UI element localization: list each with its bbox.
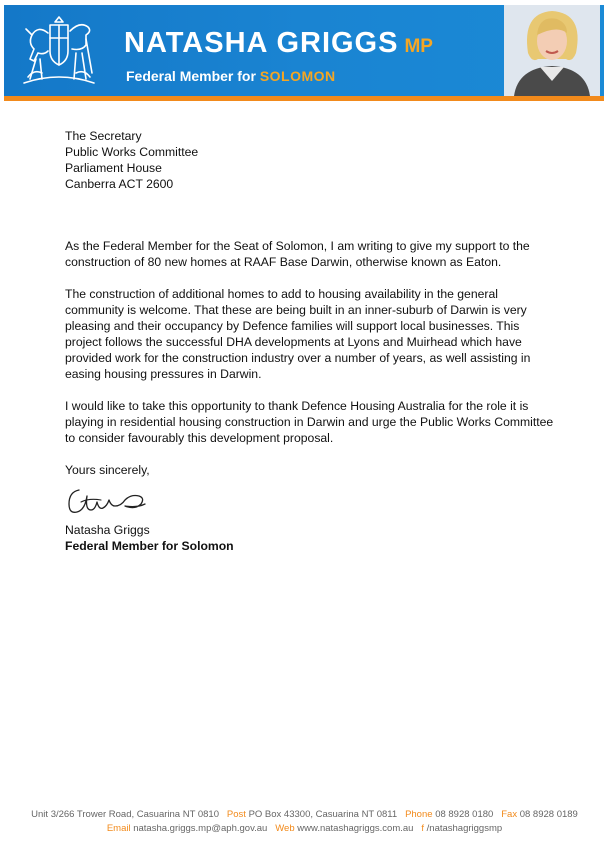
email-label: Email [106, 823, 131, 834]
mp-suffix: MP [404, 36, 433, 57]
banner-accent-stripe [4, 96, 604, 101]
footer-line-2 [0, 822, 609, 836]
mp-portrait-photo [504, 5, 600, 96]
facebook-handle[interactable]: /natashagriggsmp [426, 823, 503, 834]
phone-number: 08 8928 0180 [435, 809, 494, 820]
mp-name: NATASHA GRIGGS MP [124, 27, 433, 59]
closing-salutation: Yours sincerely, [65, 463, 150, 477]
phone-label: Phone [405, 809, 433, 820]
post-address: PO Box 43300, Casuarina NT 0811 [248, 809, 398, 820]
footer-line-1 [0, 808, 609, 822]
mp-role [126, 68, 336, 84]
web-label: Web [275, 823, 295, 834]
fax-number: 08 8928 0189 [519, 809, 578, 820]
coat-of-arms-icon [14, 13, 104, 93]
letterhead-banner [4, 5, 604, 101]
recipient-line: The Secretary [65, 129, 142, 143]
facebook-icon: f [421, 823, 424, 834]
paragraph: I would like to take this opportunity to thank Defence Housing Australia for the role it is playing in residential housing construction in Darwin and urge the Public Works Committee to consider favourably this development proposal. [65, 399, 554, 445]
website-link[interactable]: www.natashagriggs.com.au [297, 823, 414, 834]
recipient-line: Public Works Committee [65, 145, 199, 159]
role-prefix: Federal Member for [126, 68, 256, 84]
recipient-line: Parliament House [65, 161, 162, 175]
electorate: SOLOMON [259, 68, 336, 84]
letter-body [65, 128, 555, 554]
signer-name: Natasha Griggs [65, 523, 150, 537]
handwritten-signature [65, 482, 165, 518]
office-address: Unit 3/266 Trower Road, Casuarina NT 0810 [31, 809, 219, 820]
letterhead-footer [0, 808, 609, 836]
paragraph: As the Federal Member for the Seat of Solomon, I am writing to give my support to the construction of 80 new homes at RAAF Base Darwin, otherwise known as Eaton. [65, 239, 530, 269]
recipient-line: Canberra ACT 2600 [65, 177, 174, 191]
paragraph: The construction of additional homes to add to housing availability in the general community is welcome. That these are being built in an inner-suburb of Darwin is very pleasing and their occupancy by Defence families will support local businesses. This project follows the successful DHA developments at Lyons and Muirhead which have provided work for the construction industry over a number of years, as well assisting in easing housing pressures in Darwin. [65, 287, 531, 381]
fax-label: Fax [501, 809, 518, 820]
post-label: Post [226, 809, 246, 820]
recipient-address [65, 128, 555, 192]
signer-title: Federal Member for Solomon [65, 539, 234, 553]
email-address[interactable]: natasha.griggs.mp@aph.gov.au [133, 823, 268, 834]
